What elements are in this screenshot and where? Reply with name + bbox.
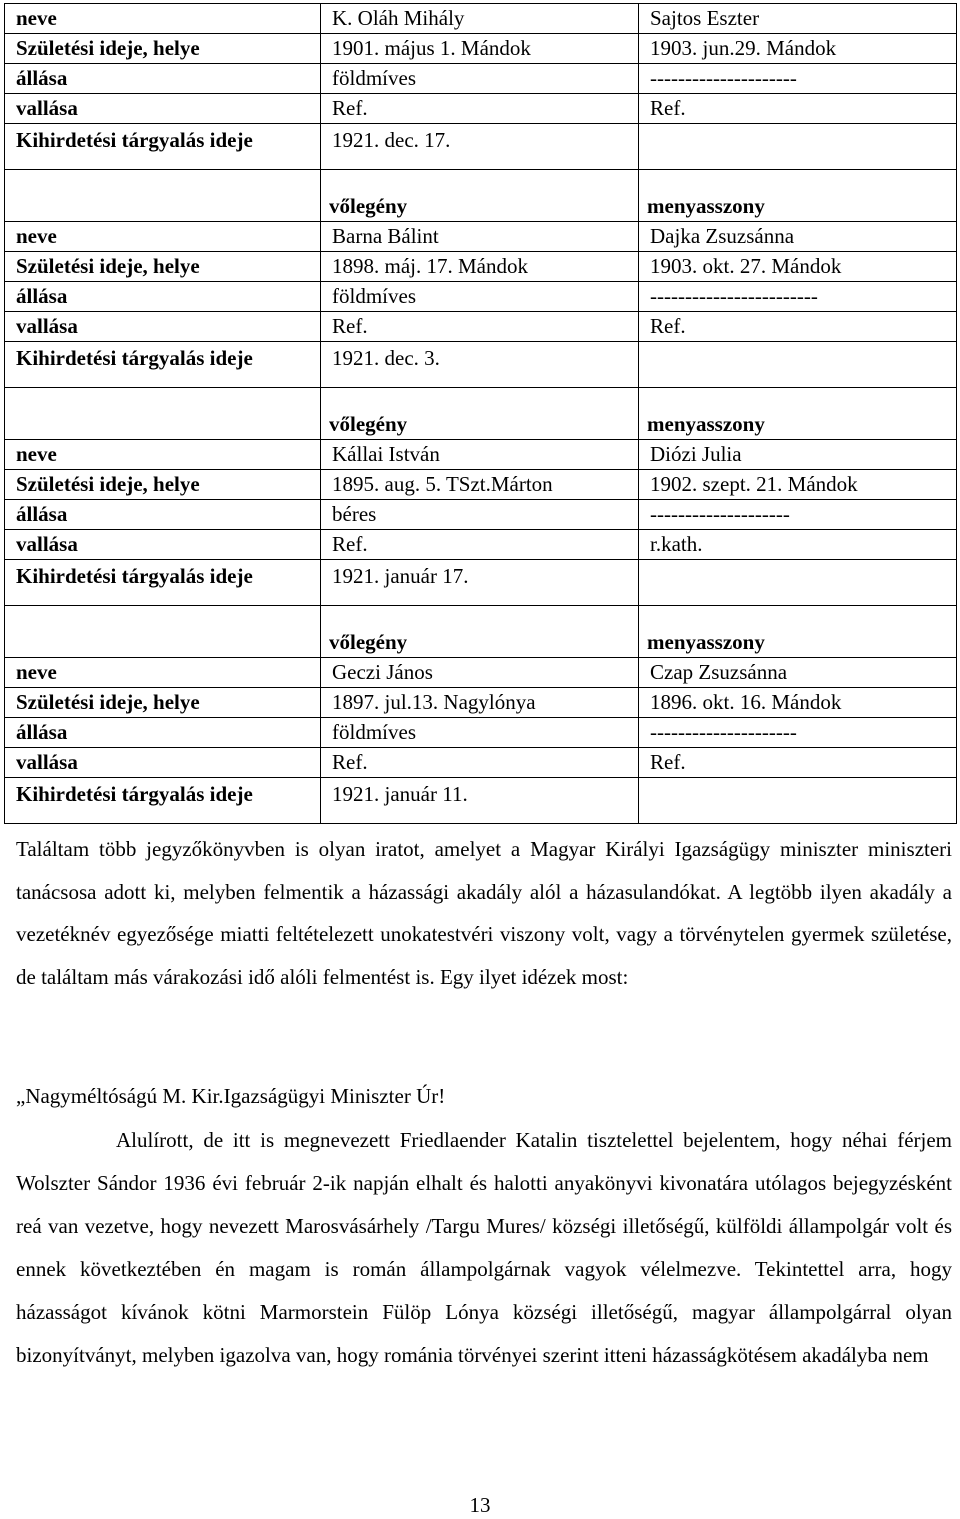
announcement-date: 1921. január 11. [321,778,639,824]
announcement-empty-cell [639,342,957,388]
marriage-records-table [4,3,957,824]
groom-name: Geczi János [321,658,639,688]
bride-religion: Ref. [639,94,957,124]
announcement-date: 1921. dec. 3. [321,342,639,388]
bride-occupation: --------------------- [639,64,957,94]
record-religion-row [5,748,957,778]
bride-religion: Ref. [639,312,957,342]
letter-salutation: „Nagyméltóságú M. Kir.Igazságügyi Miniszter Úr! [16,1084,446,1108]
label-occupation: állása [5,282,321,312]
bride-name: Czap Zsuzsánna [639,658,957,688]
record-announcement-row [5,778,957,824]
header-label-cell [5,192,321,222]
groom-name: Kállai István [321,440,639,470]
bride-header: menyasszony [639,170,957,222]
label-occupation: állása [5,64,321,94]
intro-paragraph: Találtam több jegyzőkönyvben is olyan iratot, amelyet a Magyar Királyi Igazságügy miniszter miniszteri tanácsosa adott ki, melyben felmentik a házassági akadály alól a házasulandókat. A legtöbb ilyen akadály a vezetéknév egyezősége miatti feltételezett unokatestvéri viszony volt, vagy a törvénytelen gyermek születése, de találtam más várakozási idő alóli felmentést is. Egy ilyet idézek most: [16,837,952,989]
label-birth: Születési ideje, helye [5,252,321,282]
spacer-cell [5,606,321,629]
groom-religion: Ref. [321,94,639,124]
groom-header: vőlegény [321,170,639,222]
label-announcement: Kihirdetési tárgyalás ideje [5,342,321,388]
groom-birth: 1897. jul.13. Nagylónya [321,688,639,718]
label-occupation: állása [5,500,321,530]
page-number: 13 [469,1493,491,1517]
record-announcement-row [5,342,957,388]
groom-religion: Ref. [321,530,639,560]
bride-name: Dajka Zsuzsánna [639,222,957,252]
bride-header: menyasszony [639,606,957,658]
bride-religion: Ref. [639,748,957,778]
record-occupation-row [5,282,957,312]
record-spacer-row [5,606,957,629]
groom-birth: 1901. május 1. Mándok [321,34,639,64]
announcement-date: 1921. dec. 17. [321,124,639,170]
bride-birth: 1903. okt. 27. Mándok [639,252,957,282]
groom-name: K. Oláh Mihály [321,4,639,34]
label-name: neve [5,440,321,470]
bride-occupation: ------------------------ [639,282,957,312]
groom-birth: 1898. máj. 17. Mándok [321,252,639,282]
record-name-row [5,440,957,470]
groom-name: Barna Bálint [321,222,639,252]
record-spacer-row [5,388,957,411]
bride-occupation: -------------------- [639,500,957,530]
letter-body-paragraph: Alulírott, de itt is megnevezett Friedlaender Katalin tisztelettel bejelentem, hogy néhai férjem Wolszter Sándor 1936 évi február 2-ik napján elhalt és halotti anyakönyvi kivonatára utólagos bejegyzésként reá van vezetve, hogy nevezett Marosvásárhely /Targu Mures/ községi illetőségű, külföldi állampolgár volt és ennek következtében én magam is román állampolgárnak vagyok vélelmezve. Tekintettel arra, hogy házasságot kívánok kötni Marmorstein Fülöp Lónya községi illetőségű, magyar állampolgárral olyan bizonyítványt, melyben igazolva van, hogy románia törvényei szerint itteni házasságkötésem akadályba nem [16,1128,952,1367]
record-occupation-row [5,500,957,530]
record-birth-row [5,252,957,282]
record-religion-row [5,94,957,124]
groom-religion: Ref. [321,312,639,342]
record-occupation-row [5,718,957,748]
label-occupation: állása [5,718,321,748]
record-birth-row [5,470,957,500]
bride-name: Sajtos Eszter [639,4,957,34]
record-name-row [5,4,957,34]
record-birth-row [5,688,957,718]
record-announcement-row [5,124,957,170]
label-religion: vallása [5,94,321,124]
label-religion: vallása [5,312,321,342]
record-religion-row [5,530,957,560]
bride-religion: r.kath. [639,530,957,560]
label-religion: vallása [5,530,321,560]
header-label-cell [5,628,321,658]
record-birth-row [5,34,957,64]
record-spacer-row [5,170,957,193]
bride-birth: 1896. okt. 16. Mándok [639,688,957,718]
groom-occupation: földmíves [321,282,639,312]
groom-header: vőlegény [321,388,639,440]
record-name-row [5,222,957,252]
spacer-cell [5,170,321,193]
announcement-date: 1921. január 17. [321,560,639,606]
record-announcement-row [5,560,957,606]
label-name: neve [5,222,321,252]
groom-birth: 1895. aug. 5. TSzt.Márton [321,470,639,500]
bride-birth: 1903. jun.29. Mándok [639,34,957,64]
header-label-cell [5,410,321,440]
bride-name: Diózi Julia [639,440,957,470]
label-name: neve [5,4,321,34]
groom-occupation: földmíves [321,64,639,94]
spacer-cell [5,388,321,411]
bride-header: menyasszony [639,388,957,440]
groom-religion: Ref. [321,748,639,778]
record-occupation-row [5,64,957,94]
groom-header: vőlegény [321,606,639,658]
label-name: neve [5,658,321,688]
label-birth: Születési ideje, helye [5,470,321,500]
label-announcement: Kihirdetési tárgyalás ideje [5,778,321,824]
record-religion-row [5,312,957,342]
label-religion: vallása [5,748,321,778]
label-birth: Születési ideje, helye [5,688,321,718]
announcement-empty-cell [639,778,957,824]
label-birth: Születési ideje, helye [5,34,321,64]
announcement-empty-cell [639,560,957,606]
groom-occupation: földmíves [321,718,639,748]
bride-birth: 1902. szept. 21. Mándok [639,470,957,500]
record-name-row [5,658,957,688]
announcement-empty-cell [639,124,957,170]
label-announcement: Kihirdetési tárgyalás ideje [5,560,321,606]
bride-occupation: --------------------- [639,718,957,748]
groom-occupation: béres [321,500,639,530]
label-announcement: Kihirdetési tárgyalás ideje [5,124,321,170]
